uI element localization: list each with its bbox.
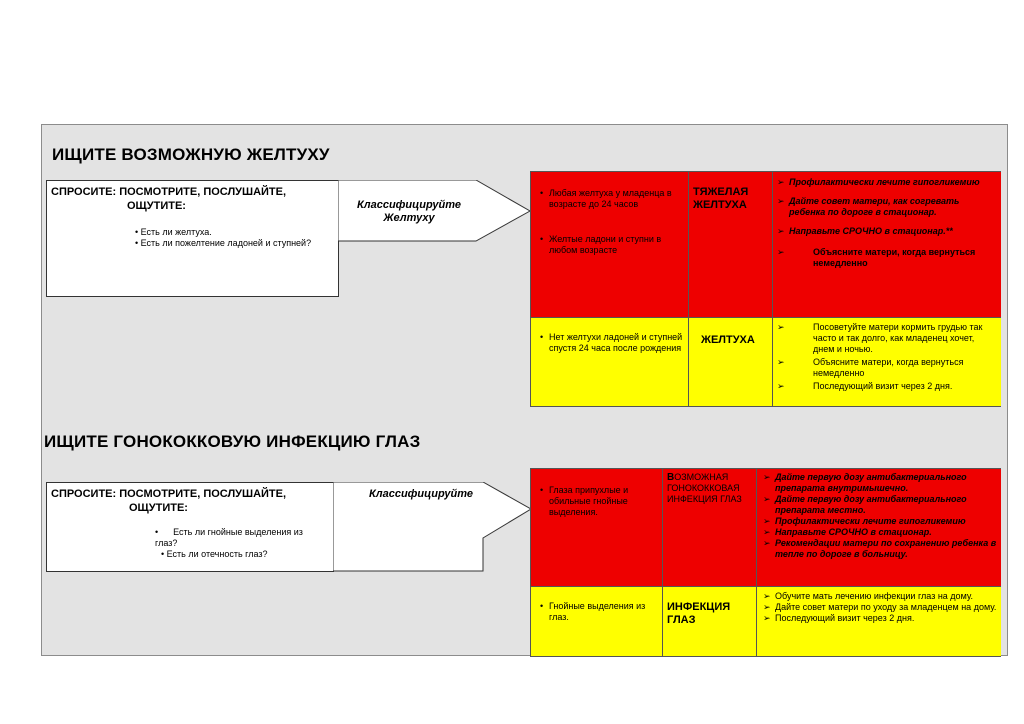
- jaundice-severe-class: ТЯЖЕЛАЯ ЖЕЛТУХА: [689, 172, 773, 318]
- eye-classify-label: Классифицируйте: [369, 488, 473, 500]
- eye-assess-box: [46, 482, 334, 572]
- jaundice-ask-line2: ОЩУТИТЕ:: [127, 200, 186, 212]
- jaundice-actions: [773, 318, 1001, 406]
- action-item: ➢ Посоветуйте матери кормить грудью так часто и так долго, как младенец хочет, днем и ночью.: [777, 322, 997, 355]
- sign-item: • Желтые ладони и ступни в любом возрасте: [535, 234, 684, 256]
- eye-ask-line2: ОЩУТИТЕ:: [129, 502, 188, 514]
- action-item: ➢ Профилактически лечите гипогликемию: [763, 516, 997, 527]
- action-item: ➢ Рекомендации матери по сохранению ребенка в тепле по дороге в больницу.: [763, 538, 997, 560]
- eye-severe-signs: [531, 469, 663, 587]
- jaundice-severe-actions: [773, 172, 1001, 318]
- action-item: ➢ Объясните матери, когда вернуться немедленно: [777, 357, 997, 379]
- jaundice-classification-table: [530, 171, 1001, 407]
- action-item: ➢ Дайте первую дозу антибактериального препарата местно.: [763, 494, 997, 516]
- sign-item: • Нет желтухи ладоней и ступней спустя 24 часа после рождения: [535, 332, 684, 354]
- action-item: ➢ Объясните матери, когда вернуться немедленно: [777, 247, 997, 269]
- action-item: ➢ Обучите мать лечению инфекции глаз на дому.: [763, 591, 997, 602]
- eye-question: • Есть ли гнойные выделения из глаз?: [155, 527, 303, 548]
- eye-signs: [531, 587, 663, 656]
- action-item: ➢ Дайте совет матери по уходу за младенцем на дому.: [763, 602, 997, 613]
- eye-class: ИНФЕКЦИЯ ГЛАЗ: [663, 587, 757, 656]
- jaundice-ask-line1: СПРОСИТЕ: ПОСМОТРИТЕ, ПОСЛУШАЙТЕ,: [51, 186, 287, 198]
- eye-actions: [757, 587, 1001, 656]
- action-item: ➢ Последующий визит через 2 дня.: [777, 381, 997, 392]
- jaundice-class: ЖЕЛТУХА: [689, 318, 773, 406]
- action-item: ➢ Последующий визит через 2 дня.: [763, 613, 997, 624]
- eye-ask-line1: СПРОСИТЕ: ПОСМОТРИТЕ, ПОСЛУШАЙТЕ,: [51, 488, 287, 500]
- eye-severe-actions: [757, 469, 1001, 587]
- eye-classification-table: [530, 468, 1001, 657]
- eye-question: • Есть ли отечность глаз?: [161, 549, 268, 559]
- eye-severe-class: ВОЗМОЖНАЯ ГОНОКОККОВАЯ ИНФЕКЦИЯ ГЛАЗ: [663, 469, 757, 587]
- action-item: ➢ Дайте первую дозу антибактериального препарата внутримышечно.: [763, 472, 997, 494]
- jaundice-assess-box: [46, 180, 339, 297]
- jaundice-title: ИЩИТЕ ВОЗМОЖНУЮ ЖЕЛТУХУ: [52, 145, 330, 164]
- jaundice-question-list: [135, 227, 311, 249]
- jaundice-classify-label: Классифицируйте Желтуху: [357, 199, 461, 224]
- jaundice-signs: [531, 318, 689, 406]
- jaundice-question: • Есть ли пожелтение ладоней и ступней?: [135, 238, 312, 248]
- sign-item: • Любая желтуха у младенца в возрасте до 24 часов: [535, 188, 684, 210]
- jaundice-severe-signs: [531, 172, 689, 318]
- sign-item: • Гнойные выделения из глаз.: [535, 601, 658, 623]
- action-item: ➢ Дайте совет матери, как согревать ребенка по дороге в стационар.: [777, 196, 997, 218]
- eye-title: ИЩИТЕ ГОНОКОККОВУЮ ИНФЕКЦИЮ ГЛАЗ: [44, 432, 421, 451]
- sign-item: • Глаза припухлые и обильные гнойные выделения.: [535, 485, 658, 518]
- action-item: ➢ Направьте СРОЧНО в стационар.: [763, 527, 997, 538]
- jaundice-question: • Есть ли желтуха.: [135, 227, 212, 237]
- eye-question-list: [155, 527, 325, 560]
- action-item: ➢ Профилактически лечите гипогликемию: [777, 177, 997, 188]
- action-item: ➢ Направьте СРОЧНО в стационар.**: [777, 226, 997, 237]
